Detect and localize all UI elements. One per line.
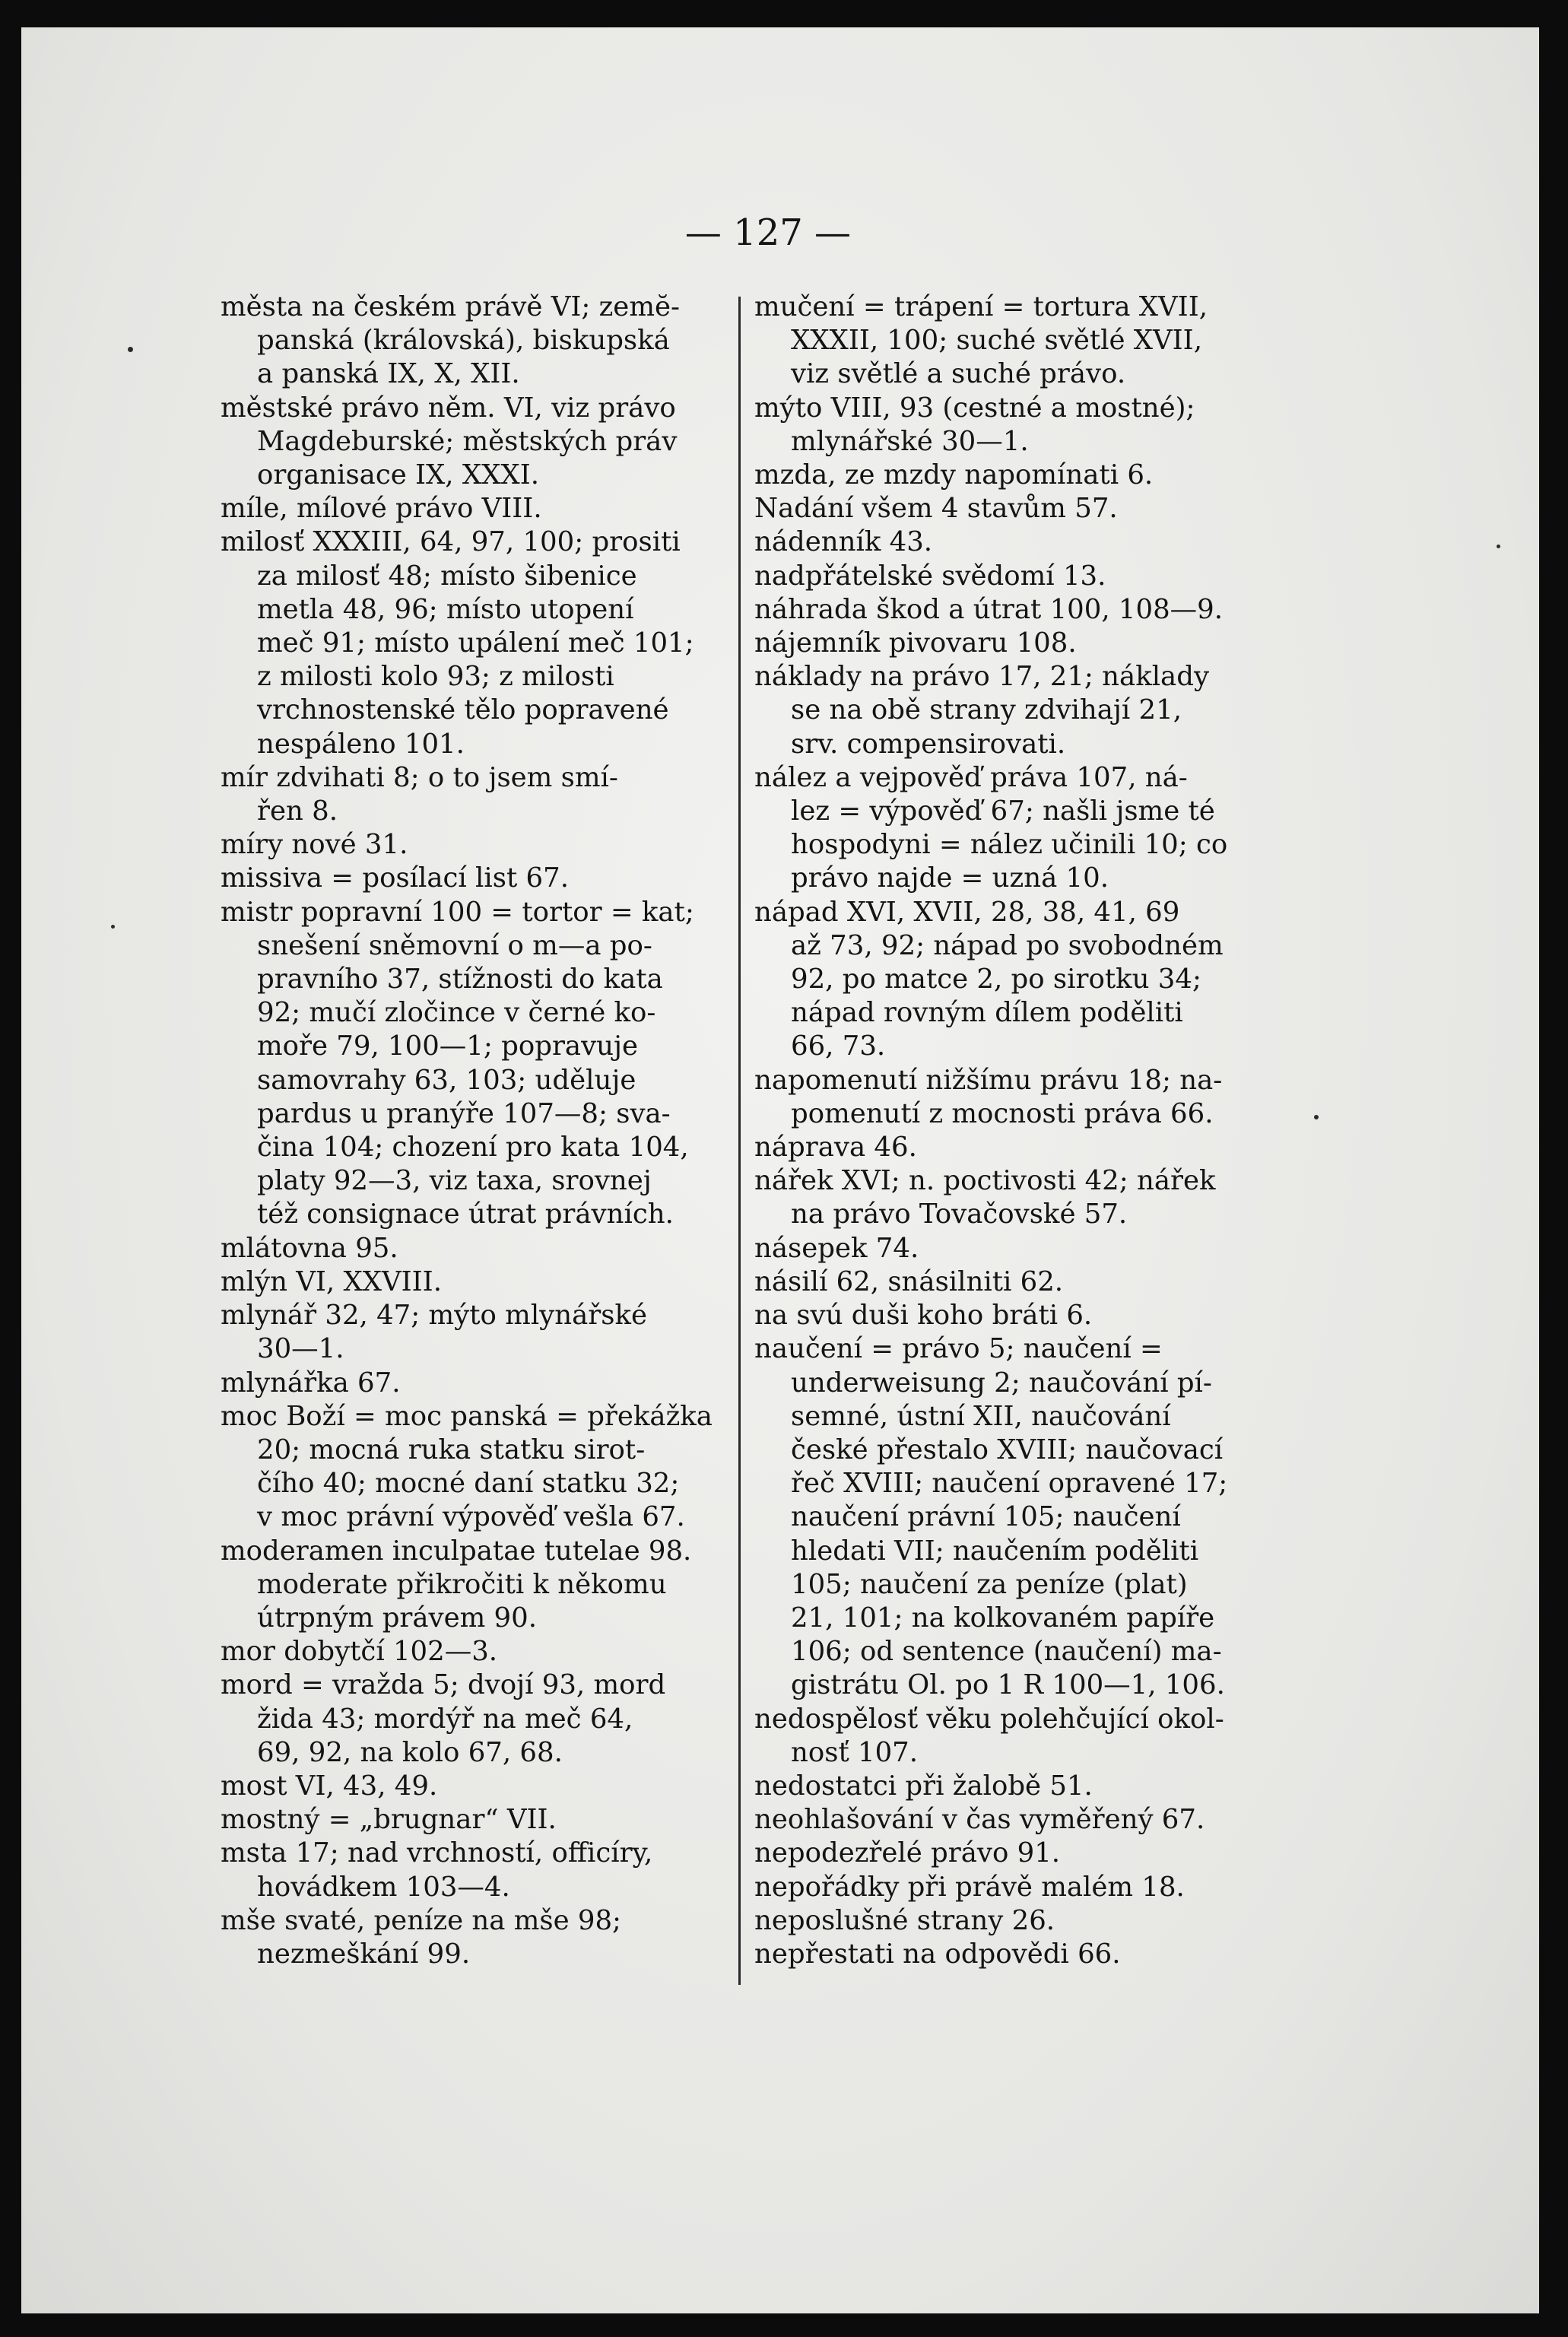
- index-entry: mučení = trápení = tortura XVII, XXXII, 100; suché světlé XVII, viz světlé a suché právo.: [754, 291, 1208, 390]
- index-entry: nepřestati na odpovědi 66.: [754, 1938, 1121, 1970]
- index-entry: mír zdvihati 8; o to jsem smí- řen 8.: [221, 761, 618, 827]
- ink-speck: [1314, 1115, 1319, 1119]
- index-entry: mše svaté, peníze na mše 98; nezmeškání 99.: [221, 1904, 622, 1970]
- index-entry: míry nové 31.: [221, 829, 408, 861]
- index-column-left: [221, 291, 722, 1971]
- index-entry: milosť XXXIII, 64, 97, 100; prositi za milosť 48; místo šibenice metla 48, 96; místo utopení meč 91; místo upálení meč 101; z milosti kolo 93; z milosti vrchnostenské tělo popravené nespáleno 101.: [221, 526, 694, 760]
- index-entry: náhrada škod a útrat 100, 108—9.: [754, 593, 1224, 625]
- index-entry: nádenník 43.: [754, 526, 933, 558]
- index-entry: nepořádky při právě malém 18.: [754, 1871, 1185, 1903]
- index-entry: most VI, 43, 49.: [221, 1770, 438, 1802]
- index-entry: nález a vejpověď práva 107, ná- lez = výpověď 67; našli jsme té hospodyni = nález učinili 10; co právo najde = uzná 10.: [754, 761, 1228, 894]
- index-entry: náprava 46.: [754, 1132, 917, 1164]
- ink-speck: [1497, 545, 1500, 548]
- index-entry: neohlašování v čas vyměřený 67.: [754, 1804, 1205, 1836]
- index-entry: mistr popravní 100 = tortor = kat; snešení sněmovní o m—a po- pravního 37, stížnosti do kata 92; mučí zločince v černé ko- moře 79, 100—1; popravuje samovrahy 63, 103; uděluje pardus u pranýře 107—8; sva- čina 104; chození pro kata 104, platy 92—3, viz taxa, srovnej též consignace útrat právních.: [221, 896, 694, 1230]
- index-entry: msta 17; nad vrchností, officíry, hovádkem 103—4.: [221, 1837, 653, 1903]
- column-divider: [738, 297, 741, 1985]
- index-entry: nedospělosť věku polehčující okol- nosť 107.: [754, 1703, 1224, 1768]
- index-entry: mostný = „brugnar“ VII.: [221, 1804, 557, 1836]
- index-entry: nepodezřelé právo 91.: [754, 1837, 1061, 1869]
- index-entry: města na českém právě VI; zemĕ- panská (královská), biskupská a panská IX, X, XII.: [221, 291, 680, 390]
- index-entry: neposlušné strany 26.: [754, 1904, 1055, 1936]
- index-entry: náklady na právo 17, 21; náklady se na obě strany zdvihají 21, srv. compensirovati.: [754, 661, 1210, 760]
- index-entry: napomenutí nižšímu právu 18; na- pomenutí z mocnosti práva 66.: [754, 1064, 1223, 1129]
- index-column-right: [754, 291, 1260, 1971]
- ink-speck: [111, 925, 115, 929]
- page-number: — 127 —: [684, 211, 852, 254]
- index-entry: Nadání všem 4 stavům 57.: [754, 493, 1118, 525]
- index-entry: mlátovna 95.: [221, 1232, 398, 1264]
- index-entry: míle, mílové právo VIII.: [221, 493, 542, 525]
- index-entry: na svú duši koho bráti 6.: [754, 1300, 1093, 1332]
- index-entry: násepek 74.: [754, 1232, 919, 1264]
- index-entry: mor dobytčí 102—3.: [221, 1636, 498, 1668]
- ink-speck: [128, 347, 133, 352]
- index-entry: městské právo něm. VI, viz právo Magdeburské; městských práv organisace IX, XXXI.: [221, 392, 678, 491]
- index-entry: nářek XVI; n. poctivosti 42; nářek na právo Tovačovské 57.: [754, 1165, 1216, 1230]
- index-entry: moderamen inculpatae tutelae 98. moderate přikročiti k někomu útrpným právem 90.: [221, 1535, 692, 1634]
- index-entry: mzda, ze mzdy napomínati 6.: [754, 459, 1154, 491]
- index-entry: nadpřátelské svědomí 13.: [754, 560, 1106, 592]
- index-entry: mlynář 32, 47; mýto mlynářské 30—1.: [221, 1300, 647, 1365]
- index-entry: nedostatci při žalobě 51.: [754, 1770, 1093, 1802]
- index-entry: nápad XVI, XVII, 28, 38, 41, 69 až 73, 92; nápad po svobodném 92, po matce 2, po sirotku 34; nápad rovným dílem poděliti 66, 73.: [754, 896, 1224, 1062]
- index-entry: mlynářka 67.: [221, 1367, 401, 1399]
- index-entry: naučení = právo 5; naučení = underweisung 2; naučování pí- semné, ústní XII, naučování české přestalo XVIII; naučovací řeč XVIII; naučení opravené 17; naučení právní 105; naučení hledati VII; naučením poděliti 105; naučení za peníze (plat) 21, 101; na kolkovaném papíře 106; od sentence (naučení) ma- gistrátu Ol. po 1 R 100—1, 106.: [754, 1333, 1228, 1701]
- index-entry: mýto VIII, 93 (cestné a mostné); mlynářské 30—1.: [754, 392, 1195, 457]
- index-entry: mlýn VI, XXVIII.: [221, 1265, 442, 1297]
- index-entry: mord = vražda 5; dvojí 93, mord žida 43; mordýř na meč 64, 69, 92, na kolo 67, 68.: [221, 1669, 666, 1768]
- index-entry: moc Boží = moc panská = překážka 20; mocná ruka statku sirot- čího 40; mocné daní statku 32; v moc právní výpověď vešla 67.: [221, 1400, 713, 1533]
- index-entry: násilí 62, snásilniti 62.: [754, 1265, 1064, 1297]
- index-entry: missiva = posílací list 67.: [221, 862, 569, 894]
- index-entry: nájemník pivovaru 108.: [754, 627, 1077, 659]
